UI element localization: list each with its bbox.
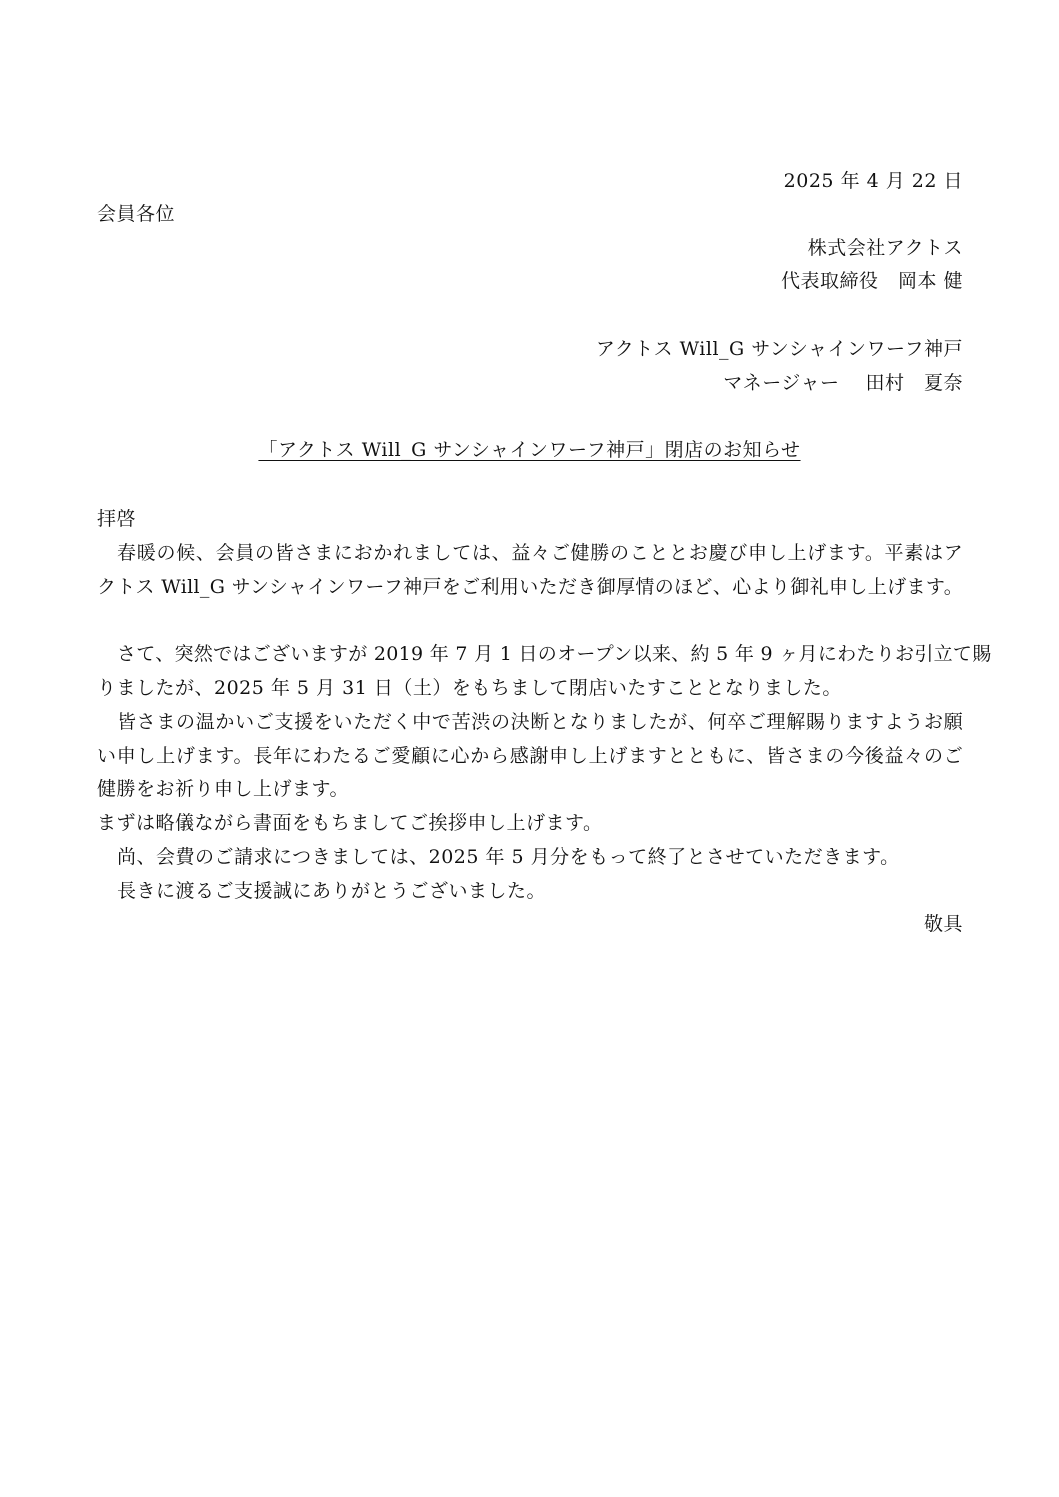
- body-paragraph-2-line-1: さて、突然ではございますが 2019 年 7 月 1 日のオープン以来、約 5 年 9 ヶ月にわたりお引立て賜: [117, 643, 992, 665]
- store-name: アクトス Will_G サンシャインワーフ神戸: [595, 338, 963, 360]
- body-paragraph-6: 長きに渡るご支援誠にありがとうございました。: [117, 880, 547, 902]
- notice-title-text: 「アクトス Will_G サンシャインワーフ神戸」閉店のお知らせ: [258, 439, 801, 461]
- letter-date: 2025 年 4 月 22 日: [783, 170, 963, 192]
- recipient: 会員各位: [97, 203, 176, 225]
- body-paragraph-4: まずは略儀ながら書面をもちましてご挨拶申し上げます。: [97, 812, 603, 834]
- body-paragraph-2-line-2: りましたが、2025 年 5 月 31 日（土）をもちまして閉店いたすこととなりました。: [97, 677, 842, 699]
- sender-representative: 代表取締役 岡本 健: [780, 270, 963, 292]
- notice-title: [0, 437, 1059, 463]
- sender-company: 株式会社アクトス: [807, 237, 963, 259]
- body-paragraph-3-line-3: 健勝をお祈り申し上げます。: [97, 778, 349, 800]
- body-paragraph-1-line-2: クトス Will_G サンシャインワーフ神戸をご利用いただき御厚情のほど、心より御礼申し上げます。: [97, 576, 963, 598]
- body-paragraph-5: 尚、会費のご請求につきましては、2025 年 5 月分をもって終了とさせていただきます。: [117, 846, 900, 868]
- store-manager: マネージャー 田村 夏奈: [723, 372, 963, 394]
- body-paragraph-3-line-1: 皆さまの温かいご支援をいただく中で苦渋の決断となりましたが、何卒ご理解賜りますようお願: [117, 711, 963, 733]
- body-paragraph-3-line-2: い申し上げます。長年にわたるご愛顧に心から感謝申し上げますとともに、皆さまの今後益々のご: [97, 745, 963, 767]
- closing-salutation: 敬具: [923, 913, 963, 935]
- body-paragraph-1-line-1: 春暖の候、会員の皆さまにおかれましては、益々ご健勝のこととお慶び申し上げます。平素はア: [117, 542, 963, 564]
- opening-salutation: 拝啓: [97, 508, 137, 530]
